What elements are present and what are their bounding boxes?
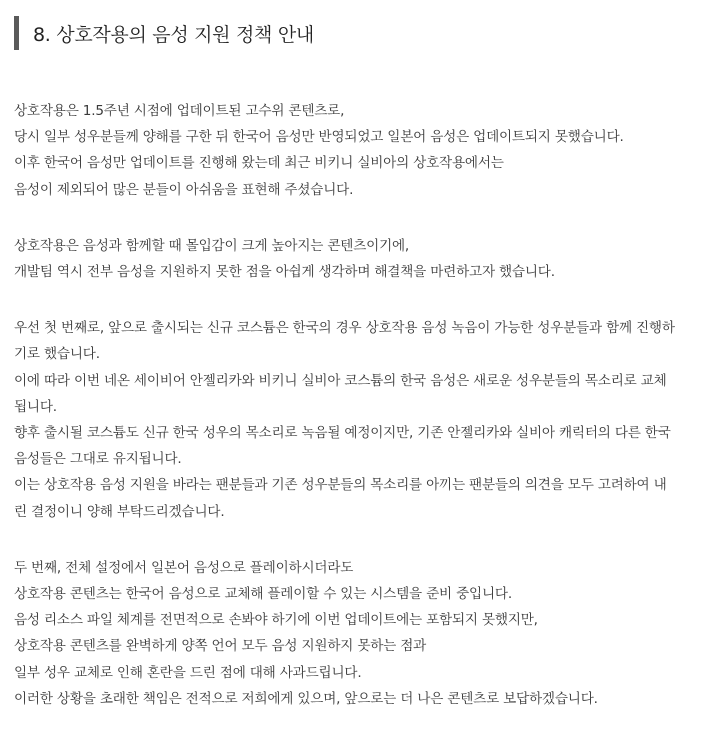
text-line: 일부 성우 교체로 인해 혼란을 드린 점에 대해 사과드립니다.: [14, 664, 362, 681]
text-line: 당시 일부 성우분들께 양해를 구한 뒤 한국어 음성만 반영되었고 일본어 음성은 업데이트되지 못했습니다.: [14, 129, 624, 146]
text-line: 이는 상호작용 음성 지원을 바라는 팬분들과 기존 성우분들의 목소리를 아끼는 팬분들의 의견을 모두 고려하여 내: [14, 477, 667, 494]
text-line: 두 번째, 전체 설정에서 일본어 음성으로 플레이하시더라도: [14, 559, 354, 576]
text-line: 됩니다.: [14, 398, 57, 415]
text-line: 향후 출시될 코스튬도 신규 한국 성우의 목소리로 녹음될 예정이지만, 기존 안젤리카와 실비아 캐릭터의 다른 한국: [14, 425, 671, 442]
text-line: 기로 했습니다.: [14, 346, 100, 363]
text-line: 음성 리소스 파일 체계를 전면적으로 손봐야 하기에 이번 업데이트에는 포함되지 못했지만,: [14, 612, 538, 629]
section-heading: [14, 16, 314, 50]
paragraph-3: [14, 315, 710, 525]
text-line: 음성이 제외되어 많은 분들이 아쉬움을 표현해 주셨습니다.: [14, 181, 354, 198]
text-line: 음성들은 그대로 유지됩니다.: [14, 451, 182, 468]
text-line: 우선 첫 번째로, 앞으로 출시되는 신규 코스튬은 한국의 경우 상호작용 음성 녹음이 가능한 성우분들과 함께 진행하: [14, 320, 675, 337]
heading-accent-bar: [14, 16, 19, 50]
section-title: 8. 상호작용의 음성 지원 정책 안내: [33, 23, 314, 46]
text-line: 상호작용은 음성과 함께할 때 몰입감이 크게 높아지는 콘텐츠이기에,: [14, 237, 410, 254]
text-line: 상호작용 콘텐츠는 한국어 음성으로 교체해 플레이할 수 있는 시스템을 준비 중입니다.: [14, 586, 512, 603]
text-line: 이후 한국어 음성만 업데이트를 진행해 왔는데 최근 비키니 실비아의 상호작용에서는: [14, 155, 504, 172]
paragraph-1: [14, 98, 710, 203]
text-line: 개발팀 역시 전부 음성을 지원하지 못한 점을 아쉽게 생각하며 해결책을 마련하고자 했습니다.: [14, 264, 555, 281]
paragraph-2: [14, 233, 710, 285]
text-line: 상호작용 콘텐츠를 완벽하게 양쪽 언어 모두 음성 지원하지 못하는 점과: [14, 638, 427, 655]
text-line: 이에 따라 이번 네온 세이비어 안젤리카와 비키니 실비아 코스튬의 한국 음성은 새로운 성우분들의 목소리로 교체: [14, 372, 667, 389]
text-line: 이러한 상황을 초래한 책임은 전적으로 저희에게 있으며, 앞으로는 더 나은 콘텐츠로 보답하겠습니다.: [14, 690, 598, 707]
paragraph-4: [14, 555, 710, 712]
notice-body: [14, 98, 710, 712]
text-line: 상호작용은 1.5주년 시점에 업데이트된 고수위 콘텐츠로,: [14, 103, 345, 119]
text-line: 린 결정이니 양해 부탁드리겠습니다.: [14, 503, 225, 520]
